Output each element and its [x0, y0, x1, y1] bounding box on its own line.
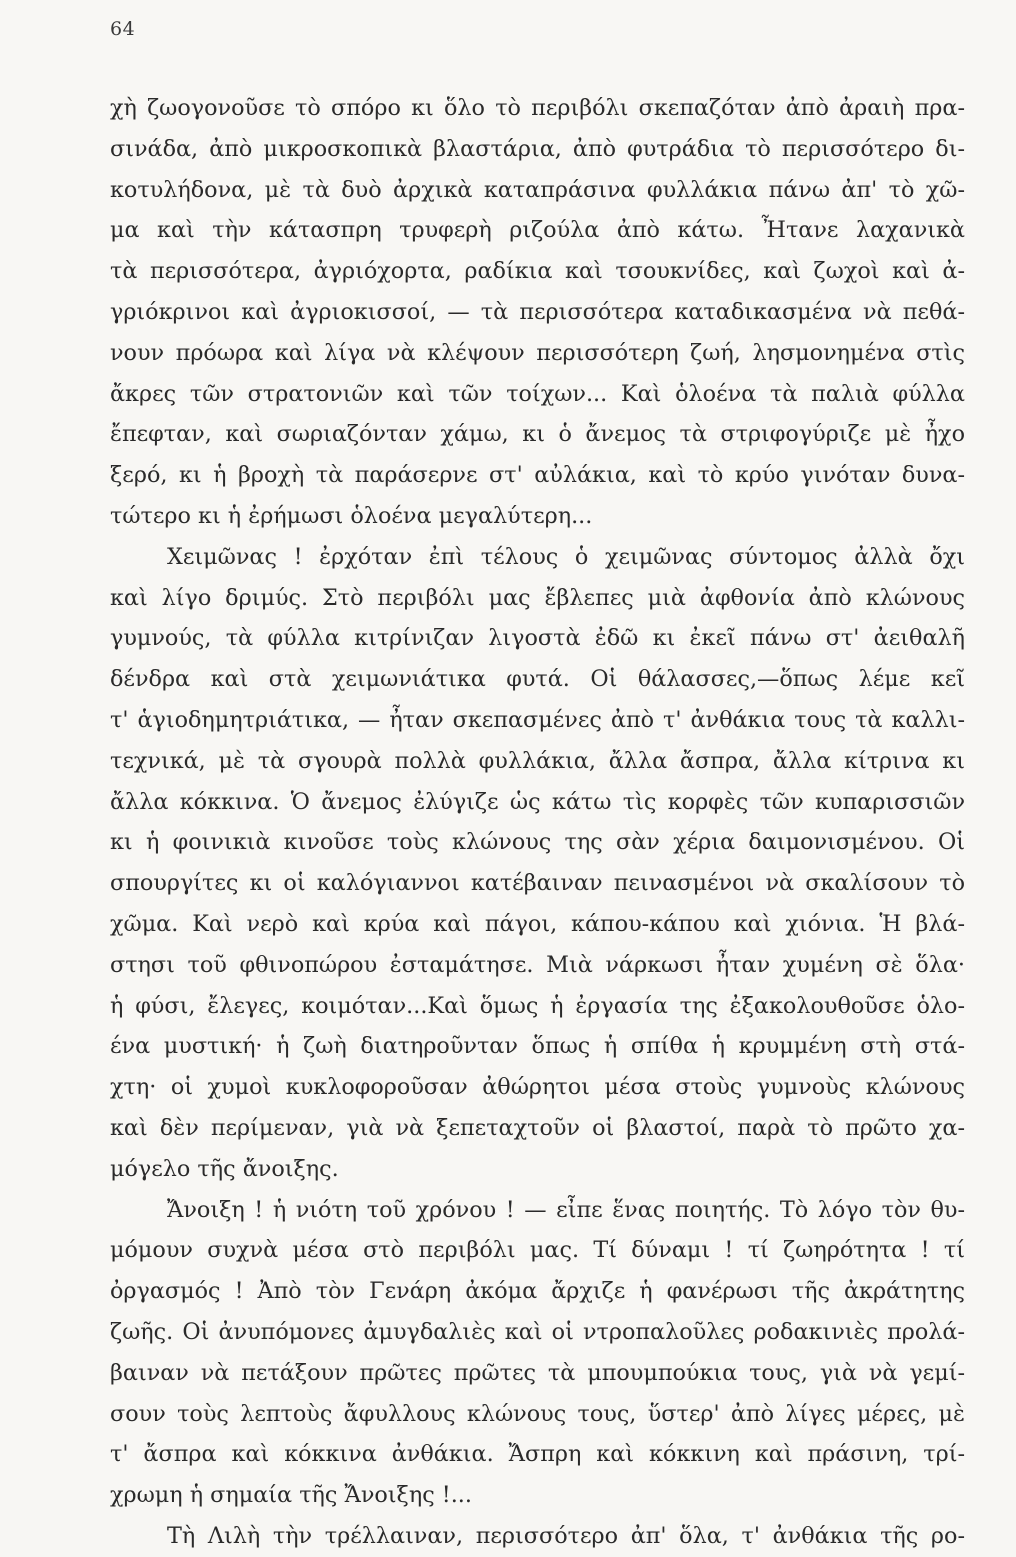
text-line: τεχνικά, μὲ τὰ σγουρὰ πολλὰ φυλλάκια, ἄλλα ἄσπρα, ἄλλα κίτρινα κι — [110, 747, 965, 774]
paragraph-start-line: Τὴ Λιλὴ τὴν τρέλλαιναν, περισσότερο ἀπ' ὅλα, τ' ἀνθάκια τῆς ρο- — [167, 1522, 965, 1549]
text-line: καὶ λίγο δριμύς. Στὸ περιβόλι μας ἔβλεπες μιὰ ἀφθονία ἀπὸ κλώνους — [110, 584, 965, 611]
text-line: ὀργασμός ! Ἀπὸ τὸν Γενάρη ἀκόμα ἄρχιζε ἡ φανέρωσι τῆς ἀκράτητης — [110, 1278, 965, 1305]
text-line: τ' ἄσπρα καὶ κόκκινα ἀνθάκια. Ἄσπρη καὶ κόκκινη καὶ πράσινη, τρί- — [110, 1441, 965, 1468]
text-line: σινάδα, ἀπὸ μικροσκοπικὰ βλαστάρια, ἀπὸ φυτράδια τὸ περισσότερο δι- — [110, 135, 965, 162]
text-line: χρωμη ἡ σημαία τῆς Ἄνοιξης !... — [110, 1482, 472, 1509]
text-line: δένδρα καὶ στὰ χειμωνιάτικα φυτά. Οἱ θάλασσες,—ὅπως λέμε κεῖ — [110, 666, 965, 693]
text-line: νουν πρόωρα καὶ λίγα νὰ κλέψουν περισσότερη ζωή, λησμονημένα στὶς — [110, 339, 965, 366]
text-line: τὰ περισσότερα, ἀγριόχορτα, ραδίκια καὶ τσουκνίδες, καὶ ζωχοὶ καὶ ἀ- — [110, 258, 965, 285]
text-line: γριόκρινοι καὶ ἀγριοκισσοί, — τὰ περισσότερα καταδικασμένα νὰ πεθά- — [110, 298, 965, 325]
text-line: κι ἡ φοινικιὰ κινοῦσε τοὺς κλώνους της σὰν χέρια δαιμονισμένου. Οἱ — [110, 829, 965, 856]
text-line: χῶμα. Καὶ νερὸ καὶ κρύα καὶ πάγοι, κάπου-κάπου καὶ χιόνια. Ἡ βλά- — [110, 910, 965, 937]
body-text — [110, 88, 965, 1557]
text-line: ένα μυστική· ἡ ζωὴ διατηροῦνταν ὅπως ἡ σπίθα ἡ κρυμμένη στὴ στά- — [110, 1033, 965, 1060]
text-line: χτη· οἱ χυμοὶ κυκλοφοροῦσαν ἀθώρητοι μέσα στοὺς γυμνοὺς κλώνους — [110, 1074, 965, 1101]
text-line: ζωῆς. Οἱ ἀνυπόμονες ἀμυγδαλιὲς καὶ οἱ ντροπαλοῦλες ροδακινιὲς προλά- — [110, 1318, 965, 1345]
text-line: ἄλλα κόκκινα. Ὁ ἄνεμος ἐλύγιζε ὡς κάτω τὶς κορφὲς τῶν κυπαρισσιῶν — [110, 788, 965, 815]
text-line: βαιναν νὰ πετάξουν πρῶτες πρῶτες τὰ μπουμπούκια τους, γιὰ νὰ γεμί- — [110, 1359, 965, 1386]
text-line: γυμνούς, τὰ φύλλα κιτρίνιζαν λιγοστὰ ἐδῶ κι ἐκεῖ πάνω στ' ἀειθαλῆ — [110, 625, 965, 652]
text-line: σουν τοὺς λεπτοὺς ἄφυλλους κλώνους τους, ὕστερ' ἀπὸ λίγες μέρες, μὲ — [110, 1400, 965, 1427]
text-line: ξερό, κι ἡ βροχὴ τὰ παράσερνε στ' αὐλάκια, καὶ τὸ κρύο γινόταν δυνα- — [110, 462, 965, 489]
text-line: μόμουν συχνὰ μέσα στὸ περιβόλι μας. Τί δύναμι ! τί ζωηρότητα ! τί — [110, 1237, 965, 1264]
text-line: ἔπεφταν, καὶ σωριαζόνταν χάμω, κι ὁ ἄνεμος τὰ στριφογύριζε μὲ ἦχο — [110, 421, 965, 448]
text-line: κοτυλήδονα, μὲ τὰ δυὸ ἀρχικὰ καταπράσινα φυλλάκια πάνω ἀπ' τὸ χῶ- — [110, 176, 965, 203]
text-line: τ' ἁγιοδημητριάτικα, — ἦταν σκεπασμένες ἀπὸ τ' ἀνθάκια τους τὰ καλλι- — [110, 706, 965, 733]
text-line: σπουργίτες κι οἱ καλόγιαννοι κατέβαιναν πεινασμένοι νὰ σκαλίσουν τὸ — [110, 870, 965, 897]
page-number: 64 — [110, 18, 136, 40]
paragraph-start-line: Ἄνοιξη ! ἡ νιότη τοῦ χρόνου ! — εἶπε ἕνας ποιητής. Τὸ λόγο τὸν θυ- — [167, 1196, 965, 1223]
text-line: καὶ δὲν περίμεναν, γιὰ νὰ ξεπεταχτοῦν οἱ βλαστοί, παρὰ τὸ πρῶτο χα- — [110, 1114, 965, 1141]
text-line: μόγελο τῆς ἄνοιξης. — [110, 1155, 339, 1182]
text-line: χὴ ζωογονοῦσε τὸ σπόρο κι ὅλο τὸ περιβόλι σκεπαζόταν ἀπὸ ἀραιὴ πρα- — [110, 95, 965, 121]
text-line: τώτερο κι ἡ ἐρήμωσι ὁλοένα μεγαλύτερη... — [110, 502, 593, 529]
text-line: ἡ φύσι, ἔλεγες, κοιμόταν...Καὶ ὅμως ἡ ἐργασία της ἐξακολουθοῦσε ὁλο- — [110, 992, 965, 1019]
paragraph-start-line: Χειμῶνας ! ἐρχόταν ἐπὶ τέλους ὁ χειμῶνας σύντομος ἀλλὰ ὄχι — [167, 543, 965, 570]
text-line: στησι τοῦ φθινοπώρου ἐσταμάτησε. Μιὰ νάρκωσι ἦταν χυμένη σὲ ὅλα· — [110, 951, 965, 978]
text-line: μα καὶ τὴν κάτασπρη τρυφερὴ ριζούλα ἀπὸ κάτω. Ἦτανε λαχανικὰ — [110, 217, 965, 244]
text-line: ἄκρες τῶν στρατονιῶν καὶ τῶν τοίχων... Καὶ ὁλοένα τὰ παλιὰ φύλλα — [110, 380, 965, 407]
